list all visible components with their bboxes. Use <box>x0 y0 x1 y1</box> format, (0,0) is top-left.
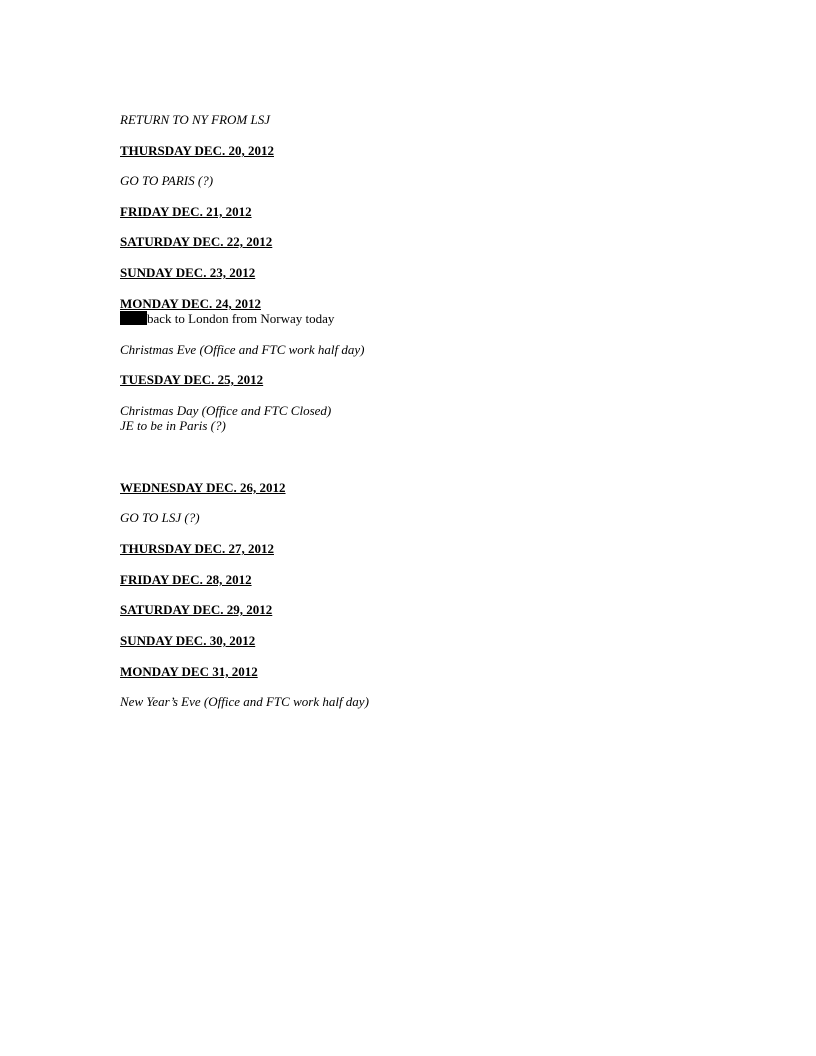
note-christmas-day: Christmas Day (Office and FTC Closed) <box>120 403 332 418</box>
note-go-paris: GO TO PARIS (?) <box>120 173 214 188</box>
date-heading-dec-20: THURSDAY DEC. 20, 2012 <box>120 143 274 158</box>
date-heading-dec-29: SATURDAY DEC. 29, 2012 <box>120 602 273 617</box>
note-je-paris: JE to be in Paris (?) <box>120 418 226 433</box>
date-heading-dec-25: TUESDAY DEC. 25, 2012 <box>120 372 264 387</box>
date-heading-dec-30: SUNDAY DEC. 30, 2012 <box>120 633 256 648</box>
date-heading-dec-31: MONDAY DEC 31, 2012 <box>120 664 258 679</box>
date-heading-dec-26: WEDNESDAY DEC. 26, 2012 <box>120 480 286 495</box>
note-return-ny: RETURN TO NY FROM LSJ <box>120 112 270 127</box>
date-heading-dec-23: SUNDAY DEC. 23, 2012 <box>120 265 256 280</box>
date-heading-dec-24: MONDAY DEC. 24, 2012 <box>120 296 261 311</box>
note-go-lsj: GO TO LSJ (?) <box>120 510 200 525</box>
date-heading-dec-27: THURSDAY DEC. 27, 2012 <box>120 541 274 556</box>
date-heading-dec-22: SATURDAY DEC. 22, 2012 <box>120 234 273 249</box>
note-new-years-eve: New Year’s Eve (Office and FTC work half day) <box>120 694 369 709</box>
redaction-block <box>120 311 147 325</box>
note-back-london <box>120 311 334 326</box>
date-heading-dec-28: FRIDAY DEC. 28, 2012 <box>120 572 252 587</box>
note-christmas-eve: Christmas Eve (Office and FTC work half day) <box>120 342 365 357</box>
note-back-london-text: back to London from Norway today <box>147 311 335 326</box>
date-heading-dec-21: FRIDAY DEC. 21, 2012 <box>120 204 252 219</box>
